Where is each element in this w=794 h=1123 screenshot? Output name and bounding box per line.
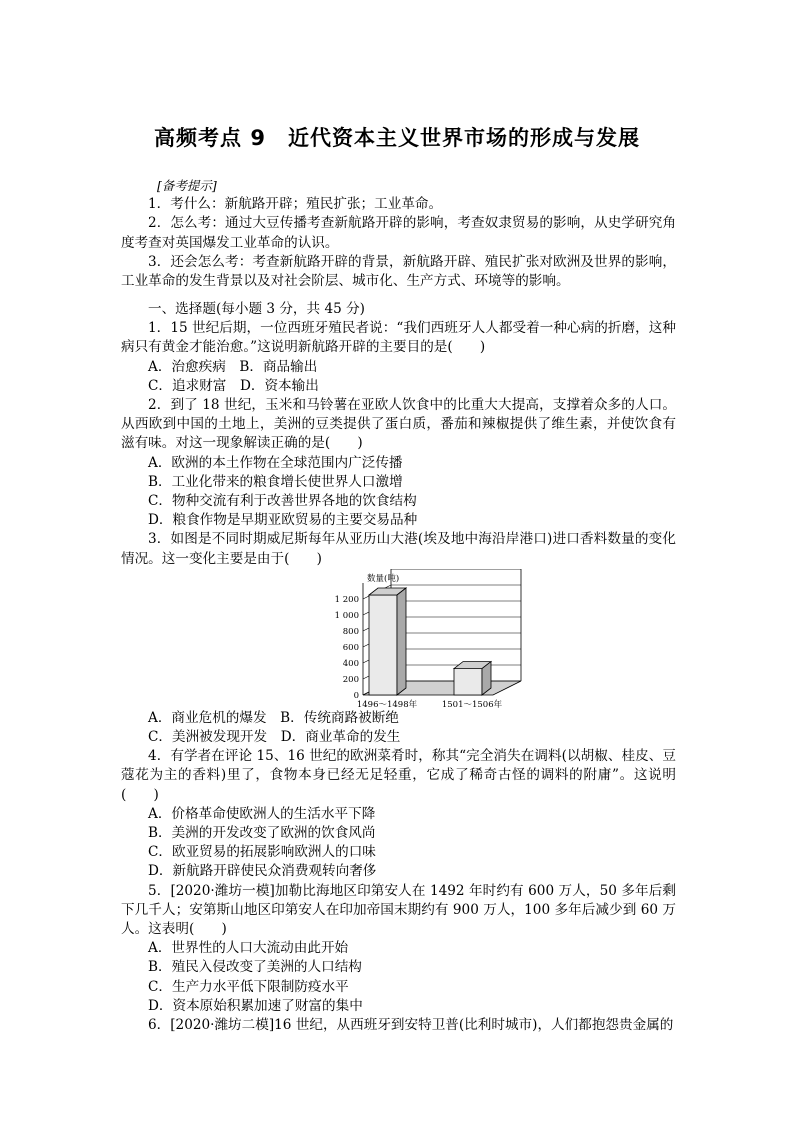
chart-tick-label: 200 (342, 674, 359, 685)
chart-bar (369, 595, 397, 695)
question-5-option: B．殖民入侵改变了美洲的人口结构 (148, 959, 362, 976)
chart-category-label: 1501～1506年 (441, 699, 503, 709)
question-4-stem: 4．有学者在评论 15、16 世纪的欧洲菜肴时，称其“完全消失在调料(以胡椒、桂皮、豆蔻花为主的香料)里了，食物本身已经无足轻重，它成了稀奇古怪的调料的附庸”。这说明( ) (121, 748, 676, 803)
chart-ylabel: 数量(吨) (367, 573, 400, 584)
question-2-option: D．粮食作物是早期亚欧贸易的主要交易品种 (148, 512, 418, 529)
question-3-options-cd: C．美洲被发现开发 D．商业革命的发生 (148, 729, 401, 746)
question-5-stem: 5．[2020·潍坊一模]加勒比海地区印第安人在 1492 年时约有 600 万人，50 多年后剩下几千人；安第斯山地区印第安人在印加帝国末期约有 900 万人，100 多年后减少到 60 万人。这表明( ) (121, 882, 676, 938)
question-4-option: D．新航路开辟使民众消费观转向奢侈 (148, 863, 377, 880)
chart-tick-label: 600 (342, 642, 359, 653)
chart-svg (321, 569, 631, 709)
chart-bar-side (397, 588, 406, 695)
chart-category-label: 1496～1498年 (356, 699, 418, 709)
question-2-option: B．工业化带来的粮食增长使世界人口激增 (148, 473, 403, 490)
tip-item: 3．还会怎么考：考查新航路开辟的背景，新航路开辟、殖民扩张对欧洲及世界的影响，工业革命的发生背景以及对社会阶层、城市化、生产方式、环境等的影响。 (121, 253, 676, 290)
chart-tick-label: 1 200 (334, 594, 359, 605)
chart-tick-label: 800 (342, 626, 359, 637)
page-title: 高频考点 9 近代资本主义世界市场的形成与发展 (154, 126, 640, 150)
chart-tick-label: 1 000 (334, 610, 359, 621)
question-3-options-ab: A．商业危机的爆发 B．传统商路被断绝 (148, 709, 399, 726)
question-5-option: D．资本原始积累加速了财富的集中 (148, 997, 363, 1014)
chart-tick-label: 400 (342, 658, 359, 669)
question-1-stem: 1．15 世纪后期，一位西班牙殖民者说：“我们西班牙人人都受着一种心病的折磨，这种病只有黄金才能治愈。”这说明新航路开辟的主要目的是( ) (121, 320, 676, 356)
question-4-option: A．价格革命使欧洲人的生活水平下降 (148, 805, 376, 822)
question-3-stem: 3．如图是不同时期威尼斯每年从亚历山大港(埃及地中海沿岸港口)进口香料数量的变化情况。这一变化主要是由于( ) (121, 531, 676, 567)
section-heading: 一、选择题(每小题 3 分，共 45 分) (148, 301, 365, 317)
question-6-stem: 6．[2020·潍坊二模]16 世纪，从西班牙到安特卫普(比利时城市)，人们都抱怨贵金属的 (148, 1017, 674, 1034)
question-2-stem: 2．到了 18 世纪，玉米和马铃薯在亚欧人饮食中的比重大大提高，支撑着众多的人口。从西欧到中国的土地上，美洲的豆类提供了蛋白质，番茄和辣椒提供了维生素，并使饮食有滋有味。对这一现象解读正确的是( ) (121, 397, 676, 452)
question-4-option: B．美洲的开发改变了欧洲的饮食风尚 (148, 825, 376, 842)
question-5-option: A．世界性的人口大流动由此开始 (148, 940, 349, 957)
question-4-option: C．欧亚贸易的拓展影响欧洲人的口味 (148, 844, 376, 861)
question-1-options-ab: A．治愈疾病 B．商品输出 (148, 358, 318, 375)
spice-import-chart (121, 569, 676, 709)
tip-item: 2．怎么考：通过大豆传播考查新航路开辟的影响，考查奴隶贸易的影响，从史学研究角度考查对英国爆发工业革命的认识。 (121, 215, 676, 251)
question-1-options-cd: C．追求财富 D．资本输出 (148, 377, 319, 394)
question-2-option: C．物种交流有利于改善世界各地的饮食结构 (148, 493, 417, 510)
question-2-option: A．欧洲的本土作物在全球范围内广泛传播 (148, 454, 403, 471)
chart-bar (454, 668, 482, 694)
question-5-option: C．生产力水平低下限制防疫水平 (148, 978, 349, 995)
questions-block (121, 300, 676, 1035)
tip-item: 1．考什么：新航路开辟；殖民扩张；工业革命。 (148, 196, 443, 213)
chart-tick-label: 0 (353, 690, 359, 701)
tips-heading: [备考提示] (157, 178, 217, 193)
exam-tips (121, 176, 676, 291)
